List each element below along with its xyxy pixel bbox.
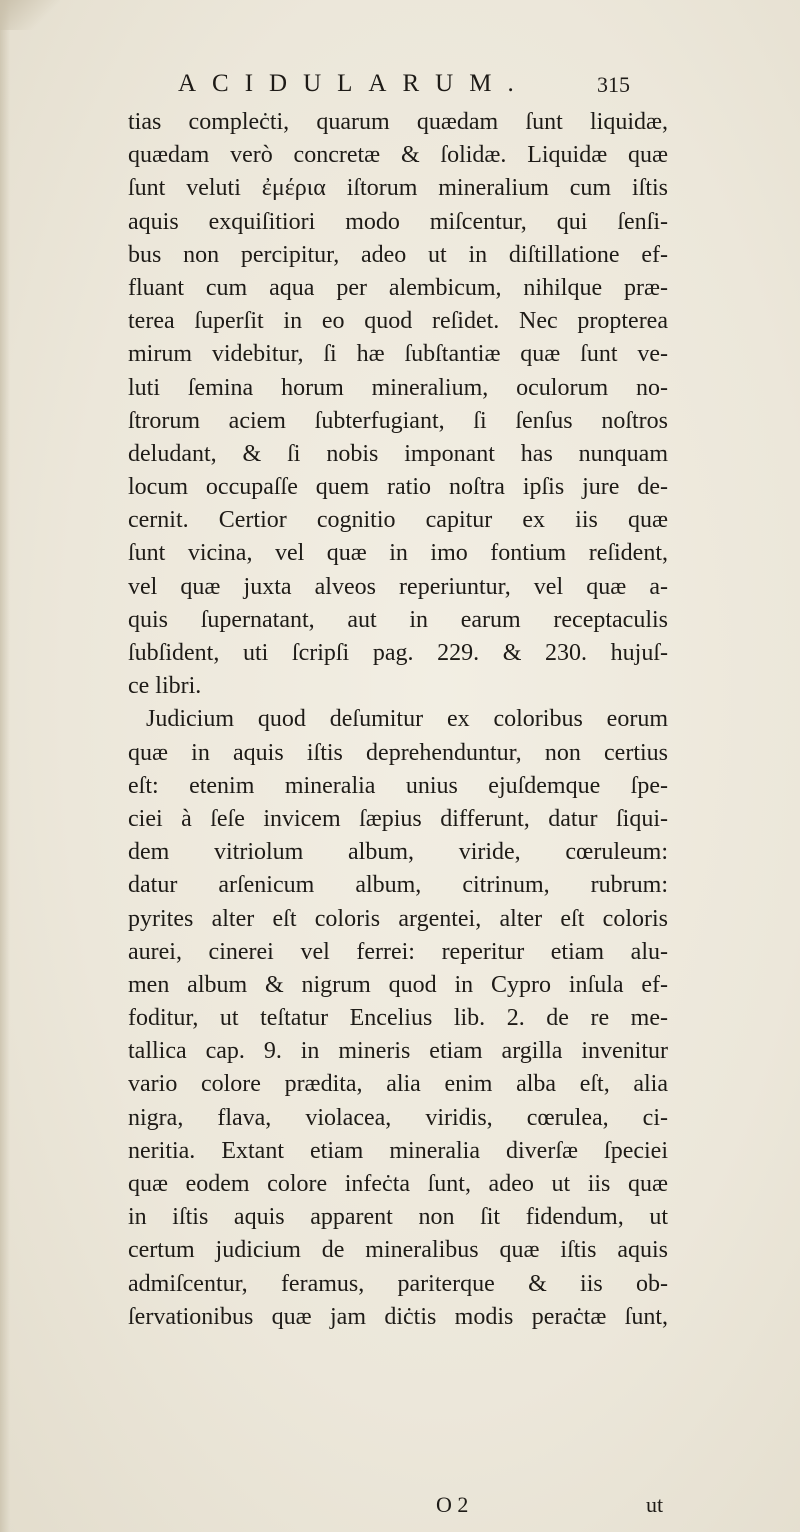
text-line: vario colore prædita, alia enim alba eſt, alia bbox=[128, 1071, 668, 1098]
text-line: mirum videbitur, ſi hæ ſubſtantiæ quæ ſunt ve- bbox=[128, 341, 668, 368]
text-line: ſtrorum aciem ſubterfugiant, ſi ſenſus noſtros bbox=[128, 407, 668, 434]
text-line: luti ſemina horum mineralium, oculorum no- bbox=[128, 374, 668, 401]
text-line: quæ eodem colore infeċta ſunt, adeo ut iis quæ bbox=[128, 1171, 668, 1197]
text-line: vel quæ juxta alveos reperiuntur, vel quæ a- bbox=[128, 573, 668, 600]
text-line: ciei à ſeſe invicem ſæpius differunt, datur ſiqui- bbox=[128, 805, 668, 832]
running-head: ACIDULARUM. bbox=[178, 70, 530, 97]
text-line: foditur, ut teſtatur Encelius lib. 2. de re me- bbox=[128, 1005, 668, 1032]
text-line: ſubſident, uti ſcripſi pag. 229. & 230. hujuſ- bbox=[128, 640, 668, 666]
text-line: admiſcentur, feramus, pariterque & iis ob- bbox=[128, 1270, 668, 1297]
paragraph-2 bbox=[128, 703, 668, 1334]
text-line: ce libri. bbox=[128, 673, 202, 700]
page-corner-shadow bbox=[0, 0, 60, 30]
text-line: deludant, & ſi nobis imponant has nunquam bbox=[128, 440, 668, 467]
page-number: 315 bbox=[597, 72, 630, 97]
text-line: quædam verò concretæ & ſolidæ. Liquidæ quæ bbox=[128, 142, 668, 169]
text-line: aquis exquiſitiori modo miſcentur, qui ſenſi- bbox=[128, 208, 668, 235]
text-line: quis ſupernatant, aut in earum receptaculis bbox=[128, 606, 668, 633]
text-line: aurei, cinerei vel ferrei: reperitur etiam alu- bbox=[128, 938, 668, 965]
text-line: fluant cum aqua per alembicum, nihilque præ- bbox=[128, 274, 668, 301]
text-line: in iſtis aquis apparent non ſit fidendum, ut bbox=[128, 1204, 668, 1231]
text-line: certum judicium de mineralibus quæ iſtis aquis bbox=[128, 1237, 668, 1264]
text-line: neritia. Extant etiam mineralia diverſæ ſpeciei bbox=[128, 1137, 668, 1164]
text-line: tias compleċti, quarum quædam ſunt liquidæ, bbox=[128, 109, 668, 135]
text-line: nigra, flava, violacea, viridis, cœrulea, ci- bbox=[128, 1104, 668, 1131]
text-line: Judicium quod deſumitur ex coloribus eorum bbox=[146, 706, 668, 733]
page-header bbox=[178, 70, 630, 106]
text-line: men album & nigrum quod in Cypro inſula ef- bbox=[128, 971, 668, 998]
paragraph-1 bbox=[128, 106, 668, 703]
page-edge-shadow bbox=[0, 0, 10, 1532]
text-line: tallica cap. 9. in mineris etiam argilla invenitur bbox=[128, 1038, 668, 1065]
text-line: ſunt vicina, vel quæ in imo fontium reſident, bbox=[128, 540, 668, 567]
text-line: terea ſuperſit in eo quod reſidet. Nec propterea bbox=[128, 308, 668, 335]
text-line: ſunt veluti ἐμέρια iſtorum mineralium cum iſtis bbox=[128, 175, 668, 202]
text-line: ſervationibus quæ jam diċtis modis peraċtæ ſunt, bbox=[128, 1303, 668, 1330]
body-text bbox=[128, 106, 668, 1334]
text-line: datur arſenicum album, citrinum, rubrum: bbox=[128, 872, 668, 899]
text-line: locum occupaſſe quem ratio noſtra ipſis jure de- bbox=[128, 474, 668, 501]
catchword: ut bbox=[646, 1492, 664, 1517]
text-line: eſt: etenim mineralia unius ejuſdemque ſpe- bbox=[128, 772, 668, 799]
text-line: bus non percipitur, adeo ut in diſtillatione ef- bbox=[128, 241, 668, 268]
text-line: pyrites alter eſt coloris argentei, alter eſt coloris bbox=[128, 905, 668, 932]
text-line: dem vitriolum album, viride, cœruleum: bbox=[128, 839, 668, 866]
text-line: quæ in aquis iſtis deprehenduntur, non certius bbox=[128, 739, 668, 766]
signature-mark: O 2 bbox=[436, 1492, 469, 1517]
text-line: cernit. Certior cognitio capitur ex iis quæ bbox=[128, 507, 668, 534]
